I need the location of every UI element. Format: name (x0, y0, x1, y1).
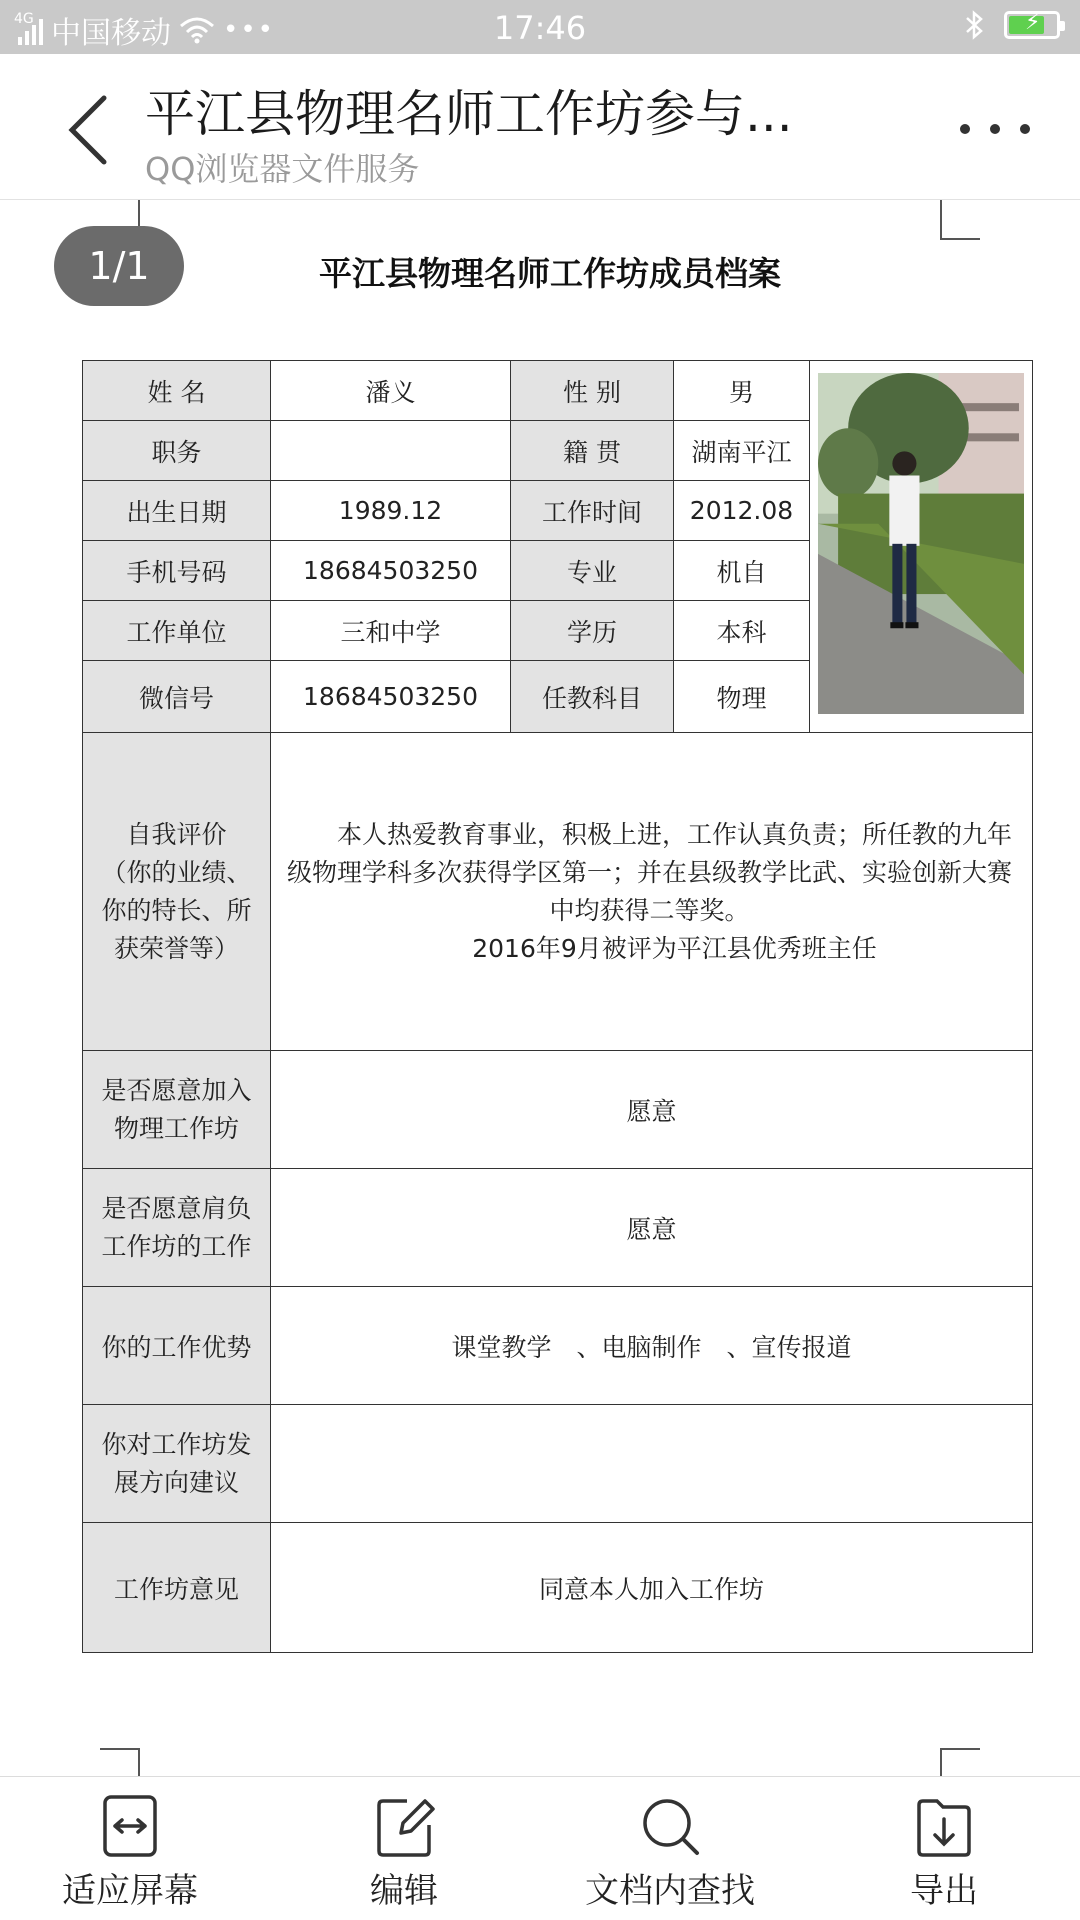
join-value: 愿意 (271, 1051, 1033, 1169)
find-in-document-label: 文档内查找 (585, 1871, 755, 1911)
suggestion-label-line: 你对工作坊发 (101, 1429, 252, 1459)
status-right (964, 10, 1060, 40)
position-value (271, 421, 511, 481)
document-title: 平江县物理名师工作坊成员档案 (319, 254, 781, 293)
duty-label (83, 1169, 271, 1287)
origin-value: 湖南平江 (674, 421, 810, 481)
edit-label: 编辑 (370, 1871, 438, 1911)
opinion-label: 工作坊意见 (83, 1523, 271, 1653)
phone-value: 18684503250 (271, 541, 511, 601)
member-photo-image (818, 373, 1024, 715)
origin-label: 籍 贯 (511, 421, 674, 481)
duty-label-line: 工作坊的工作 (101, 1231, 252, 1261)
education-value: 本科 (674, 601, 810, 661)
export-label: 导出 (910, 1871, 978, 1911)
position-label: 职务 (83, 421, 271, 481)
export-button[interactable] (910, 1793, 978, 1912)
table-row (83, 733, 1033, 1051)
birth-label: 出生日期 (83, 481, 271, 541)
opinion-value: 同意本人加入工作坊 (271, 1523, 1033, 1653)
name-value: 潘义 (271, 361, 511, 421)
major-value: 机自 (674, 541, 810, 601)
gender-value: 男 (674, 361, 810, 421)
status-time: 17:46 (493, 9, 587, 47)
join-label-line: 物理工作坊 (113, 1113, 239, 1143)
status-bar (0, 0, 1080, 54)
find-in-document-button[interactable] (585, 1793, 755, 1912)
page-title: 平江县物理名师工作坊参与... (145, 85, 793, 143)
bottom-toolbar (0, 1776, 1080, 1920)
education-label: 学历 (511, 601, 674, 661)
join-label (83, 1051, 271, 1169)
wechat-label: 微信号 (83, 661, 271, 733)
export-folder-icon (913, 1793, 975, 1859)
edit-button[interactable] (370, 1793, 438, 1912)
fit-screen-label: 适应屏幕 (62, 1871, 198, 1911)
member-record-table (82, 360, 1033, 1653)
charging-icon: ⚡ (1025, 10, 1041, 35)
major-label: 专业 (511, 541, 674, 601)
search-icon (639, 1793, 701, 1859)
self-eval-label-line: 你的特长、所 (101, 895, 252, 925)
advantages-value: 课堂教学 、电脑制作 、宣传报道 (271, 1287, 1033, 1405)
crop-mark (940, 200, 980, 240)
duty-label-line: 是否愿意肩负 (101, 1193, 252, 1223)
self-eval-paragraph: 本人热爱教育事业，积极上进，工作认真负责；所任教的九年级物理学科多次获得学区第一；并在县级教学比武、实验创新大赛中均获得二等奖。 (286, 819, 1012, 925)
phone-label: 手机号码 (83, 541, 271, 601)
self-eval-value (271, 733, 1033, 1051)
subject-label: 任教科目 (511, 661, 674, 733)
edit-icon (373, 1793, 435, 1859)
unit-label: 工作单位 (83, 601, 271, 661)
name-label: 姓 名 (83, 361, 271, 421)
wechat-value: 18684503250 (271, 661, 511, 733)
more-dot (1020, 124, 1030, 134)
app-header (0, 54, 1080, 200)
document-viewer[interactable] (0, 200, 1080, 1776)
table-row (83, 1287, 1033, 1405)
suggestion-label (83, 1405, 271, 1523)
suggestion-label-line: 展方向建议 (113, 1467, 239, 1497)
table-row (83, 1523, 1033, 1653)
work-time-value: 2012.08 (674, 481, 810, 541)
advantages-label: 你的工作优势 (83, 1287, 271, 1405)
subject-value: 物理 (674, 661, 810, 733)
chevron-left-icon (60, 90, 120, 170)
fit-screen-button[interactable] (62, 1793, 198, 1912)
duty-value: 愿意 (271, 1169, 1033, 1287)
page-indicator: 1/1 (54, 226, 184, 306)
member-photo (810, 361, 1033, 733)
self-eval-label-line: （你的业绩、 (101, 857, 252, 887)
table-row (83, 1169, 1033, 1287)
self-eval-paragraph: 2016年9月被评为平江县优秀班主任 (472, 933, 877, 963)
page-subtitle: QQ浏览器文件服务 (145, 150, 420, 188)
self-eval-label-line: 获荣誉等） (113, 933, 239, 963)
more-dot (960, 124, 970, 134)
back-button[interactable] (60, 90, 120, 170)
gender-label: 性 别 (511, 361, 674, 421)
table-row (83, 361, 1033, 421)
unit-value: 三和中学 (271, 601, 511, 661)
work-time-label: 工作时间 (511, 481, 674, 541)
more-notifications-icon: ••• (223, 15, 276, 45)
carrier-name: 中国移动 (51, 16, 171, 51)
suggestion-value (271, 1405, 1033, 1523)
table-row (83, 1405, 1033, 1523)
more-dot (990, 124, 1000, 134)
join-label-line: 是否愿意加入 (101, 1075, 252, 1105)
self-eval-label-line: 自我评价 (126, 819, 227, 849)
bluetooth-icon (964, 10, 986, 40)
self-eval-label (83, 733, 271, 1051)
more-button[interactable] (960, 114, 1030, 144)
network-type: 4G (14, 11, 34, 27)
fit-screen-icon (99, 1793, 161, 1859)
battery-icon (1004, 11, 1060, 39)
table-row (83, 1051, 1033, 1169)
birth-value: 1989.12 (271, 481, 511, 541)
